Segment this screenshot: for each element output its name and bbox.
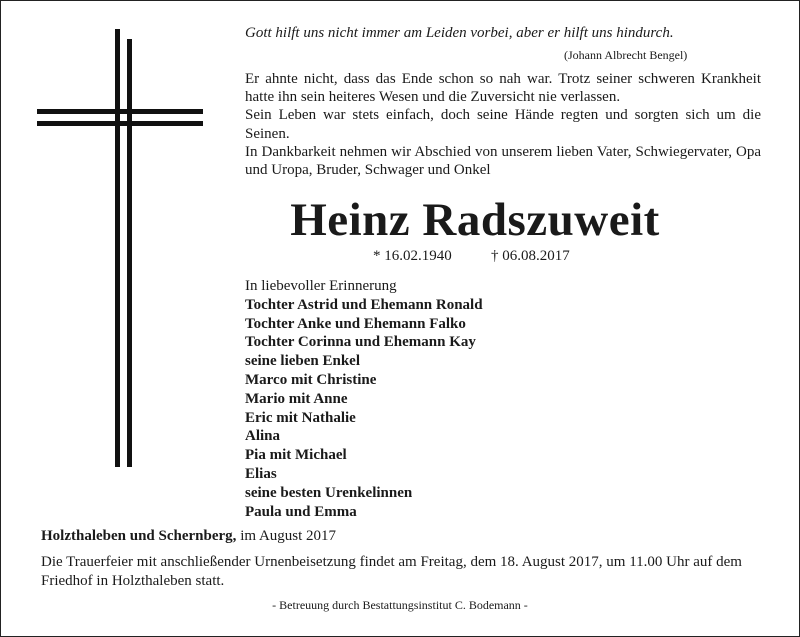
mourners-list <box>245 277 483 521</box>
funeral-home-credit: - Betreuung durch Bestattungsinstitut C. Bodemann - <box>272 598 528 612</box>
death-date: † 06.08.2017 <box>491 248 570 264</box>
mourner-entry: Paula und Emma <box>245 503 357 520</box>
mourners-heading: In liebevoller Erinnerung <box>245 278 397 294</box>
quote-text: Gott hilft uns nicht immer am Leiden vorbei, aber er hilft uns hindurch. <box>245 25 674 41</box>
place-location: Holzthaleben und Schernberg, <box>41 528 237 544</box>
mourner-entry: Tochter Astrid und Ehemann Ronald <box>245 296 483 313</box>
birth-date: * 16.02.1940 <box>373 248 452 264</box>
mourner-entry: seine lieben Enkel <box>245 353 361 370</box>
intro-paragraph-1: Er ahnte nicht, dass das Ende schon so nah war. Trotz seiner schweren Krankheit hatte ihn sein heiteres Wesen und die Zuversicht nie verlassen. <box>245 71 761 106</box>
mourner-entry: Pia mit Michael <box>245 447 347 464</box>
mourner-entry: Mario mit Anne <box>245 390 348 407</box>
intro-paragraph-3: In Dankbarkeit nehmen wir Abschied von unserem lieben Vater, Schwiegervater, Opa und Uropa, Bruder, Schwager und Onkel <box>245 143 761 179</box>
quote-author: (Johann Albrecht Bengel) <box>564 48 688 62</box>
place-and-date <box>41 528 336 545</box>
mourner-entry: Tochter Corinna und Ehemann Kay <box>245 334 476 351</box>
intro-paragraph-2: Sein Leben war stets einfach, doch seine Hände regten und sorgten sich um die Seinen. <box>245 107 761 142</box>
mourner-entry: seine besten Urenkelinnen <box>245 484 413 501</box>
double-line-cross-icon <box>37 29 207 467</box>
funeral-info: Die Trauerfeier mit anschließender Urnenbeisetzung findet am Freitag, dem 18. August 2017, um 11.00 Uhr auf dem Friedhof in Holzthaleben statt. <box>41 554 742 589</box>
mourner-entry: Alina <box>245 428 281 445</box>
mourner-entry: Tochter Anke und Ehemann Falko <box>245 315 466 332</box>
mourner-entry: Elias <box>245 465 277 482</box>
mourner-entry: Eric mit Nathalie <box>245 409 356 426</box>
intro-text <box>245 70 761 179</box>
deceased-name: Heinz Radszuweit <box>290 194 660 246</box>
mourner-entry: Marco mit Christine <box>245 371 377 388</box>
place-date: im August 2017 <box>236 528 337 544</box>
